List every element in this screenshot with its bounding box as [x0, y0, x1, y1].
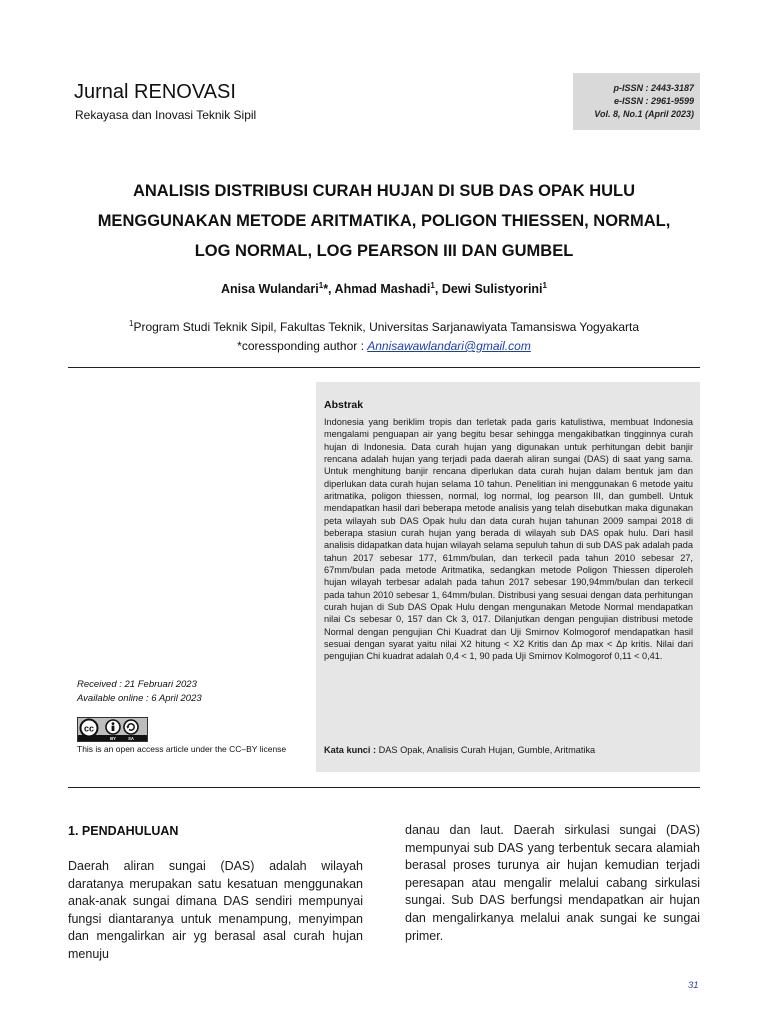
- abstract-heading: Abstrak: [324, 399, 364, 411]
- author-separator: ,: [434, 282, 442, 296]
- author-name: Anisa Wulandari: [221, 282, 319, 296]
- e-issn: e-ISSN : 2961-9599: [613, 96, 694, 106]
- journal-subtitle: Rekayasa dan Inovasi Teknik Sipil: [75, 108, 257, 122]
- keywords-text: DAS Opak, Analisis Curah Hujan, Gumble, Aritmatika: [378, 745, 596, 755]
- journal-name: Jurnal RENOVASI: [74, 81, 236, 103]
- affil-mark: 1: [128, 319, 134, 328]
- available-date: Available online : 6 April 2023: [77, 693, 202, 704]
- keywords-label: Kata kunci :: [324, 745, 379, 755]
- title-line: ANALISIS DISTRIBUSI CURAH HUJAN DI SUB DAS OPAK HULU: [132, 182, 636, 200]
- title-line: LOG NORMAL, LOG PEARSON III DAN GUMBEL: [194, 242, 574, 260]
- paper-title: [60, 176, 708, 266]
- svg-text:BY: BY: [110, 736, 116, 741]
- body-text-left: Daerah aliran sungai (DAS) adalah wilayah daratanya merupakan satu kesatuan menggunakan anak-anak sungai dimana DAS sendiri mempunyai fungsi diantaranya untuk menampung, menyimpan dan mengalirkan air yg berasal asal curah hujan menuju: [68, 859, 363, 961]
- email-link[interactable]: Annisawawlandari@gmail.com: [367, 339, 531, 353]
- abstract-text: Indonesia yang beriklim tropis dan terletak pada garis katulistiwa, membuat Indonesia mengalami penguapan air yang begitu besar sehingga mengakibatkan tingginnya curah hujan di Indonesia. Data curah hujan yang digunakan untuk perhitungan debit banjir rencana adalah hujan yang terjadi pada daerah aliran sungai (DAS) di saat yang sama. Untuk menghitung banjir rencana diperlukan data curah hujan dalam bentuk jam dan diperlukan data curah hujan selama 10 tahun. Penelitian ini menggunakan 6 metode yaitu aritmatika, poligon thiessen, normal, log normal, log pearson III, dan gumbell. Untuk mendapatkan hasil dari beberapa metode analisis yang telah disebutkan maka digunakan peta wilayah sub DAS Opak hulu dan data curah hujan tahunan 2009 sampai 2018 di beberapa stasiun curah hujan yang berada di wilayah sub DAS opak hulu. Dari hasil analisis didapatkan data hujan wilayah selama sepuluh tahun di sub DAS pak adalah pada tahun 2017 sebesar 177, 61mm/bulan, dan terkecil pada tahun 2010 sebesar 27, 67mm/bulan pada metode Aritmatika, sedangkan metode Poligon Thiessen diperoleh hujan wilayah terbesar adalah pada tahun 2017 sebesar 190,94mm/bulan dan terkecil pada tahun 2010 sebesar 1, 64mm/bulan. Distribusi yang sesuai dengan data perhitungan curah hujan di Sub DAS Opak Hulu dengan mengunakan Metode Normal mendapatkan nilai Cs sebesar 0, 157 dan Ck 3, 017. Dilanjutkan dengan pengujian distribusi metode Normal dengan pengujian Chi Kuadrat dan Uji Smirnov Kolmogorof mendapatkan hasil sesuai dengan syarat yaitu nilai X2 hitung < X2 Kritis dan Δp max < Δp kritis. Nilai dari pengujian Chi kuadrat adalah 0,4 < 1, 90 pada Uji Smirnov Kolmogorof 0,11 < 0,41.: [324, 417, 693, 662]
- title-line: MENGGUNAKAN METODE ARITMATIKA, POLIGON THIESSEN, NORMAL,: [97, 212, 671, 230]
- page-number: 31: [688, 980, 699, 991]
- abstract-box: [316, 382, 700, 772]
- body-text-right: danau dan laut. Daerah sirkulasi sungai (DAS) mempunyai sub DAS yang terbentuk secara alamiah berasal proses turunya air hujan kemudian terjadi peresapan atau mengalir melalui cabang sirkulasi sungai. Sub DAS berfungsi mendapatkan air hujan dan mengalirkanya melalui anak sungai ke sungai primer.: [405, 823, 700, 943]
- received-date: Received : 21 Februari 2023: [77, 679, 197, 690]
- article-dates: [77, 678, 202, 706]
- svg-text:SA: SA: [128, 736, 134, 741]
- author-affil-mark: 1: [542, 280, 547, 290]
- author-name: Dewi Sulistyorini: [441, 282, 543, 296]
- corresponding-label: *coressponding author :: [237, 339, 368, 353]
- volume-info: Vol. 8, No.1 (April 2023): [594, 109, 694, 119]
- keywords: [324, 745, 595, 755]
- affiliation-text: Program Studi Teknik Sipil, Fakultas Teknik, Universitas Sarjanawiyata Tamansiswa Yogyakarta: [133, 320, 640, 334]
- author-affil-mark: 1: [318, 280, 324, 290]
- p-issn: p-ISSN : 2443-3187: [613, 83, 694, 93]
- divider-bottom: [68, 787, 700, 788]
- author-affil-mark: 1: [430, 280, 435, 290]
- divider-top: [68, 367, 700, 368]
- cc-by-sa-icon[interactable]: [77, 717, 148, 742]
- author-name: Ahmad Mashadi: [334, 282, 431, 296]
- affiliation: [60, 318, 708, 356]
- corresponding-mark: *,: [323, 282, 335, 296]
- svg-text:cc: cc: [83, 723, 95, 734]
- issn-box: [573, 73, 700, 130]
- license-text: This is an open access article under the CC–BY license: [77, 744, 287, 754]
- author-list: [60, 282, 708, 296]
- section-heading: 1. PENDAHULUAN: [68, 824, 179, 838]
